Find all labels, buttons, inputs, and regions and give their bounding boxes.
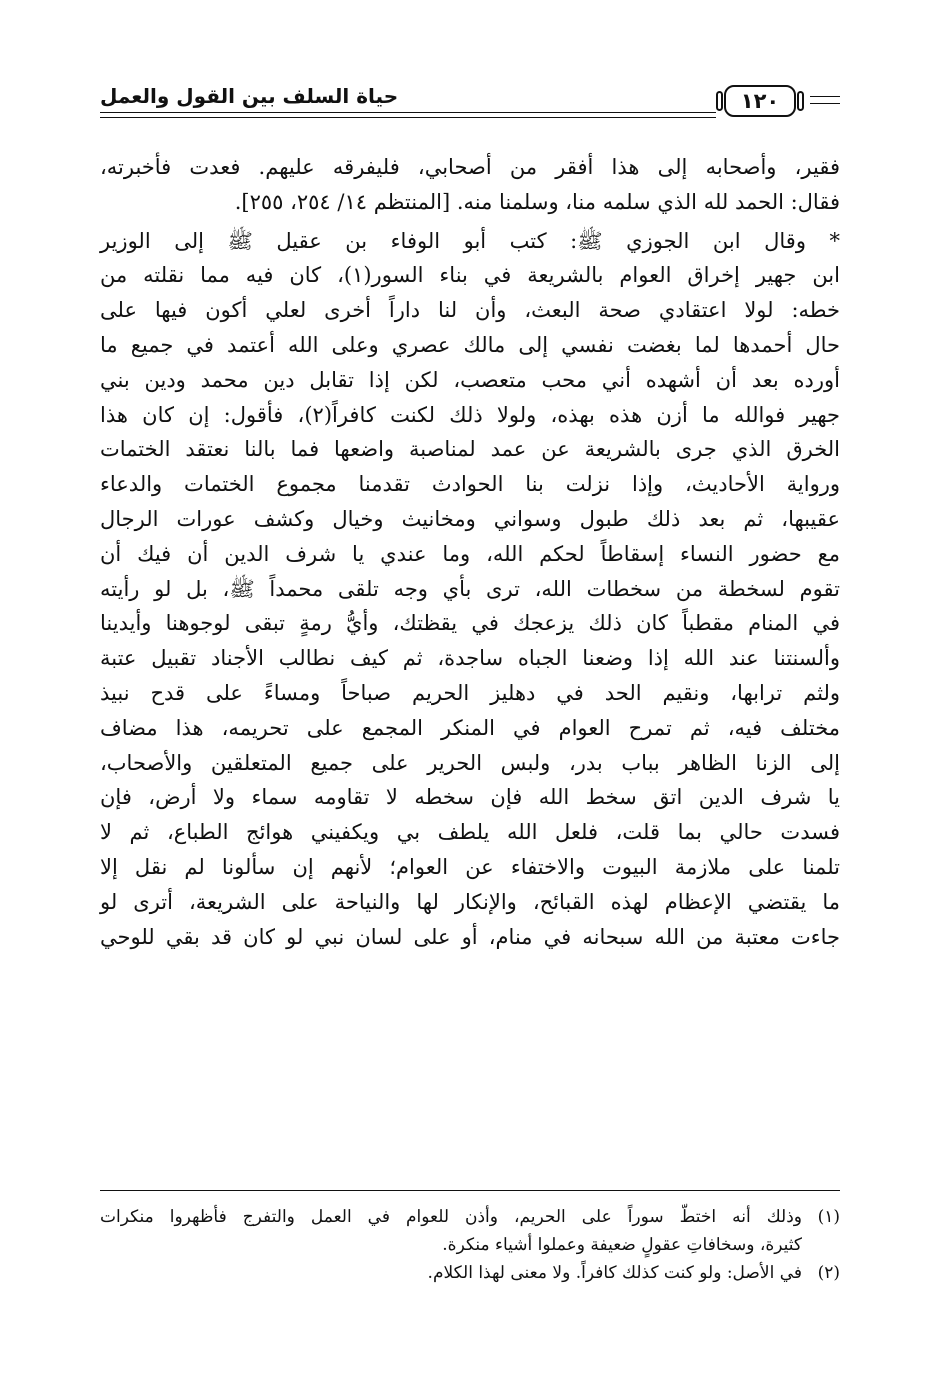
text-line: تقوم لسخطة من سخطات الله، ترى بأي وجه تلقى محمداً ﷺ، بل لو رأيته bbox=[100, 576, 840, 601]
text-line: جهير فوالله ما أزن هذه بهذه، ولولا ذلك لكنت كافراً(٢)، فأقول: إن كان هذا bbox=[100, 402, 841, 427]
footnotes bbox=[100, 1203, 840, 1287]
text-line: خطه: لولا اعتقادي صحة البعث، وأن لنا داراً أخرى لعلي أكون فيها على bbox=[100, 298, 840, 323]
footnote-marker: (٢) bbox=[817, 1263, 840, 1283]
footnote-line bbox=[100, 1203, 840, 1231]
page-header bbox=[100, 82, 840, 122]
body-text bbox=[100, 150, 840, 954]
text-line: ورواية الأحاديث، وإذا نزلت بنا الحوادث تقدمنا مجموع الختمات والدعاء bbox=[100, 472, 840, 497]
header-ornament-rule bbox=[810, 96, 840, 97]
text-line: ابن جهير إخراق العوام بالشريعة في بناء السور(١)، كان فيه مما نقلته من bbox=[100, 263, 840, 288]
text-line: ولثم ترابها، ونقيم الحد في دهليز الحريم صباحاً ومساءً على قدح نبيذ bbox=[100, 680, 840, 705]
text-line: * وقال ابن الجوزي ﷺ: كتب أبو الوفاء بن عقيل ﷺ إلى الوزير bbox=[100, 228, 840, 253]
footnote-text: في الأصل: ولو كنت كذلك كافراً. ولا معنى لهذا الكلام. bbox=[427, 1263, 802, 1283]
text-line: ما يقتضي الإعظام لهذه القبائح، والإنكار لها والنياحة على الشريعة، أترى لو bbox=[100, 889, 840, 914]
header-rule bbox=[100, 112, 716, 113]
page-number-frame bbox=[724, 85, 796, 117]
text-line: أورده بعد أن أشهده أني محب متعصب، لكن إذا تقابل دين محمد ودين بني bbox=[100, 367, 840, 392]
footnote-marker: (١) bbox=[817, 1207, 840, 1227]
text-line: عقيبها، ثم بعد ذلك طبول وسواني ومخانيث وخيال وكشف عورات الرجال bbox=[100, 506, 840, 531]
text-line: مختلف فيه، ثم تمرح العوام في المنكر المجمع على تحريمه، هذا مضاف bbox=[100, 715, 840, 740]
header-rule bbox=[100, 117, 716, 118]
page-number: ١٢٠ bbox=[740, 89, 780, 113]
text-line: إلى الزنا الظاهر بباب بدر، ولبس الحرير على جميع المتعلقين والأصحاب، bbox=[100, 750, 840, 775]
text-line: يا شرف الدين اتق سخط الله فإن سخطه لا تقاومه سماء ولا أرض، فإن bbox=[100, 785, 840, 810]
text-line: في المنام مقطباً كان ذلك يزعجك في يقظتك، وأيُّ رمةٍ تبقى لوجوهنا وأيدينا bbox=[100, 611, 840, 636]
text-line: تلمنا على ملازمة البيوت والاختفاء عن العوام؛ لأنهم إن سألونا لم نقل إلا bbox=[100, 854, 840, 879]
text-line: وألسنتنا عند الله إذا وضعنا الجباه ساجدة، ثم كيف نطالب الأجناد تقبيل عتبة bbox=[100, 646, 840, 671]
header-ornament-rule bbox=[810, 103, 840, 104]
text-line: مع حضور النساء إسقاطاً لحكم الله، وما عندي يا شرف الدين أن فيك أن bbox=[100, 541, 840, 566]
running-title: حياة السلف بين القول والعمل bbox=[100, 84, 399, 108]
footnote-separator bbox=[100, 1190, 840, 1191]
text-line: فسدت حالي بما قلت، فلعل الله يلطف بي ويكفيني هوائج الطباع، ثم لا bbox=[100, 820, 840, 845]
text-line: جاءت معتبة من الله سبحانه في منام، أو على لسان نبي لو كان قد بقي للوحي bbox=[100, 924, 840, 949]
footnote-text: وذلك أنه اختطّ سوراً على الحريم، وأذن للعوام في العمل والتفرج فأظهروا منكرات bbox=[100, 1207, 802, 1227]
footnote-line bbox=[100, 1259, 840, 1287]
text-line: الخرق الذي جرى بالشريعة عن عمد لمناصبة واضعها فما بالنا نعتقد الختمات bbox=[100, 437, 840, 462]
text-line: حال أحمدها لما بغضت نفسي إلى مالك عصري وعلى الله أعتمد في جميع ما bbox=[100, 332, 840, 357]
text-line: فقال: الحمد لله الذي سلمه منا، وسلمنا منه. [المنتظم ١٤/ ٢٥٤، ٢٥٥]. bbox=[234, 189, 840, 214]
text-line: فقير، وأصحابه إلى هذا أفقر من أصحابي، فليفرقه عليهم. فعدت فأخبرته، bbox=[100, 155, 840, 179]
footnote-line: كثيرة، وسخافاتِ عقولٍ ضعيفة وعملوا أشياء منكرة. bbox=[442, 1235, 802, 1255]
